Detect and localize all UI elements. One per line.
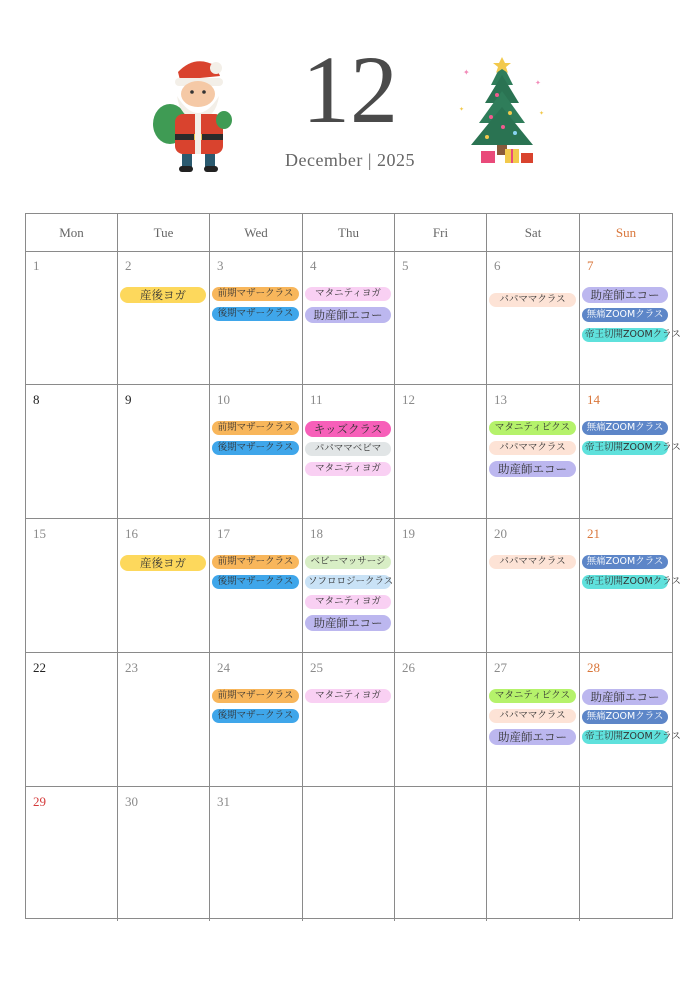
day-cell-11[interactable]: [303, 385, 395, 519]
day-cell-8[interactable]: [26, 385, 118, 519]
day-cell-20[interactable]: [487, 519, 580, 653]
day-number: 18: [310, 526, 323, 541]
event-badge[interactable]: パパママクラス: [489, 293, 576, 307]
event-badge[interactable]: 無痛ZOOMクラス: [582, 555, 668, 569]
event-badge[interactable]: 帝王切開ZOOMクラス: [582, 441, 668, 455]
event-badge[interactable]: 帝王切開ZOOMクラス: [582, 575, 668, 589]
event-badge[interactable]: 前期マザークラス: [212, 421, 299, 435]
day-cell-9[interactable]: [118, 385, 210, 519]
day-cell-1[interactable]: [26, 251, 118, 385]
event-badge[interactable]: 前期マザークラス: [212, 287, 299, 301]
svg-text:✦: ✦: [535, 79, 541, 87]
day-number: 6: [494, 258, 501, 273]
event-badge[interactable]: 前期マザークラス: [212, 689, 299, 703]
weekday-sat: Sat: [487, 214, 580, 251]
day-cell-3[interactable]: [210, 251, 303, 385]
day-number: 14: [587, 392, 600, 407]
day-cell-17[interactable]: [210, 519, 303, 653]
day-number: 29: [33, 794, 46, 809]
weekday-fri: Fri: [395, 214, 487, 251]
event-badge[interactable]: マタニティヨガ: [305, 595, 391, 609]
day-cell-30[interactable]: [118, 787, 210, 921]
event-badge[interactable]: パパママベビマ: [305, 442, 391, 456]
event-badge[interactable]: パパママクラス: [489, 441, 576, 455]
day-number: 30: [125, 794, 138, 809]
event-badge[interactable]: 無痛ZOOMクラス: [582, 710, 668, 724]
event-badge[interactable]: ソフロロジークラス: [305, 575, 391, 589]
day-number: 21: [587, 526, 600, 541]
day-number: 25: [310, 660, 323, 675]
event-badge[interactable]: 後期マザークラス: [212, 575, 299, 589]
day-cell-6[interactable]: [487, 251, 580, 385]
day-cell-18[interactable]: [303, 519, 395, 653]
day-number: 20: [494, 526, 507, 541]
day-number: 16: [125, 526, 138, 541]
day-number: 17: [217, 526, 230, 541]
day-number: 2: [125, 258, 132, 273]
day-cell-7[interactable]: [580, 251, 681, 385]
day-cell-2[interactable]: [118, 251, 210, 385]
event-badge[interactable]: 無痛ZOOMクラス: [582, 308, 668, 322]
day-cell-26[interactable]: [395, 653, 487, 787]
event-badge[interactable]: 後期マザークラス: [212, 307, 299, 321]
event-badge[interactable]: マタニティビクス: [489, 689, 576, 703]
event-badge[interactable]: 助産師エコー: [489, 729, 576, 745]
event-badge[interactable]: 前期マザークラス: [212, 555, 299, 569]
event-badge[interactable]: 後期マザークラス: [212, 709, 299, 723]
calendar-grid: [25, 213, 681, 919]
day-number: 8: [33, 392, 40, 407]
month-number: 12: [302, 36, 398, 143]
event-badge[interactable]: 無痛ZOOMクラス: [582, 421, 668, 435]
event-badge[interactable]: キッズクラス: [305, 421, 391, 437]
day-number: 11: [310, 392, 323, 407]
weekday-thu: Thu: [303, 214, 395, 251]
event-badge[interactable]: 助産師エコー: [489, 461, 576, 477]
weekday-header-row: [26, 214, 672, 252]
day-number: 27: [494, 660, 507, 675]
event-badge[interactable]: パパママクラス: [489, 555, 576, 569]
day-cell-empty[interactable]: [580, 787, 672, 921]
day-number: 23: [125, 660, 138, 675]
christmas-tree-icon: [455, 55, 550, 170]
event-badge[interactable]: 助産師エコー: [305, 307, 391, 323]
day-number: 1: [33, 258, 40, 273]
day-cell-16[interactable]: [118, 519, 210, 653]
day-number: 24: [217, 660, 230, 675]
day-cell-31[interactable]: [210, 787, 303, 921]
event-badge[interactable]: マタニティビクス: [489, 421, 576, 435]
day-cell-25[interactable]: [303, 653, 395, 787]
day-number: 4: [310, 258, 317, 273]
svg-text:✦: ✦: [463, 68, 470, 77]
svg-text:✦: ✦: [539, 110, 545, 117]
event-badge[interactable]: 帝王切開ZOOMクラス: [582, 328, 668, 342]
day-cell-4[interactable]: [303, 251, 395, 385]
day-number: 28: [587, 660, 600, 675]
day-cell-24[interactable]: [210, 653, 303, 787]
event-badge[interactable]: 助産師エコー: [582, 287, 668, 303]
event-badge[interactable]: 後期マザークラス: [212, 441, 299, 455]
day-cell-15[interactable]: [26, 519, 118, 653]
day-number: 5: [402, 258, 409, 273]
day-cell-21[interactable]: [580, 519, 681, 653]
day-number: 3: [217, 258, 224, 273]
day-cell-22[interactable]: [26, 653, 118, 787]
event-badge[interactable]: マタニティヨガ: [305, 287, 391, 301]
day-number: 15: [33, 526, 46, 541]
day-number: 19: [402, 526, 415, 541]
day-number: 7: [587, 258, 594, 273]
event-badge[interactable]: 産後ヨガ: [120, 287, 206, 303]
event-badge[interactable]: パパママクラス: [489, 709, 576, 723]
day-cell-empty[interactable]: [487, 787, 580, 921]
weekday-mon: Mon: [26, 214, 118, 251]
day-cell-10[interactable]: [210, 385, 303, 519]
event-badge[interactable]: ベビーマッサージ: [305, 555, 391, 569]
day-number: 31: [217, 794, 230, 809]
day-cell-empty[interactable]: [395, 787, 487, 921]
weekday-sun: Sun: [615, 225, 637, 240]
month-year-label: December | 2025: [284, 150, 416, 170]
event-badge[interactable]: 助産師エコー: [305, 615, 391, 631]
day-cell-28[interactable]: [580, 653, 681, 787]
day-number: 22: [33, 660, 46, 675]
day-number: 9: [125, 392, 132, 407]
calendar-header: [0, 0, 700, 200]
event-badge[interactable]: マタニティヨガ: [305, 462, 391, 476]
day-cell-29[interactable]: [26, 787, 118, 921]
day-number: 26: [402, 660, 415, 675]
day-number: 10: [217, 392, 230, 407]
day-number: 13: [494, 392, 507, 407]
day-cell-5[interactable]: [395, 251, 487, 385]
event-badge[interactable]: 帝王切開ZOOMクラス: [582, 730, 668, 744]
svg-text:✦: ✦: [459, 106, 465, 113]
day-cell-12[interactable]: [395, 385, 487, 519]
day-cell-14[interactable]: [580, 385, 681, 519]
event-badge[interactable]: 助産師エコー: [582, 689, 668, 705]
weekday-wed: Wed: [210, 214, 303, 251]
event-badge[interactable]: 産後ヨガ: [120, 555, 206, 571]
weekday-tue: Tue: [118, 214, 210, 251]
day-cell-empty[interactable]: [303, 787, 395, 921]
day-number: 12: [402, 392, 415, 407]
day-cell-23[interactable]: [118, 653, 210, 787]
day-cell-27[interactable]: [487, 653, 580, 787]
day-cell-13[interactable]: [487, 385, 580, 519]
event-badge[interactable]: マタニティヨガ: [305, 689, 391, 703]
day-cell-19[interactable]: [395, 519, 487, 653]
